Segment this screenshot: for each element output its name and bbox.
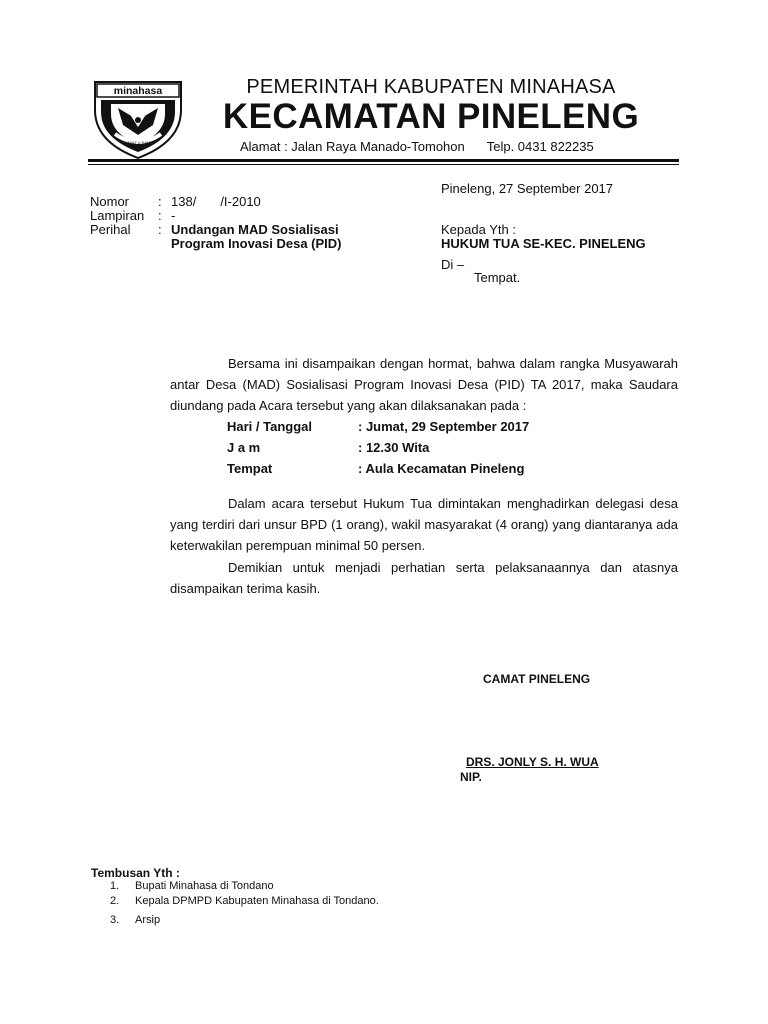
detail-label: J a m bbox=[227, 440, 261, 455]
letter-date: Pineleng, 27 September 2017 bbox=[441, 181, 614, 196]
list-item-text: Kepala DPMPD Kabupaten Minahasa di Tondano. bbox=[135, 895, 379, 907]
signatory-title: CAMAT PINELENG bbox=[483, 672, 591, 686]
office-heading: KECAMATAN PINELENG bbox=[222, 97, 640, 136]
logo-text: minahasa bbox=[113, 85, 163, 97]
lampiran-label: Lampiran bbox=[90, 208, 145, 223]
list-item-text: Bupati Minahasa di Tondano bbox=[135, 880, 274, 892]
government-heading: PEMERINTAH KABUPATEN MINAHASA bbox=[246, 76, 616, 98]
tempat-label: Tempat. bbox=[474, 270, 521, 285]
lampiran-value: - bbox=[171, 208, 176, 223]
signatory-name: DRS. JONLY S. H. WUA bbox=[466, 755, 599, 769]
detail-label: Hari / Tanggal bbox=[227, 419, 312, 434]
body-paragraph-1: Bersama ini disampaikan dengan hormat, bahwa dalam rangka Musyawarah antar Desa (MAD) Sosialisasi Program Inovasi Desa (PID) TA 2017, maka Saudara diundang pada Acara tersebut yang akan dilaksanakan pada : bbox=[170, 356, 678, 413]
nomor-value-a: 138/ bbox=[171, 194, 197, 209]
recipient-name bbox=[441, 237, 646, 251]
body-paragraph-3: Demikian untuk menjadi perhatian serta pelaksanaannya dan atasnya disampaikan terima kasih. bbox=[170, 560, 678, 596]
nomor-value-b: /I-2010 bbox=[220, 194, 261, 209]
perihal-label: Perihal bbox=[90, 222, 131, 237]
colon: : bbox=[158, 208, 162, 223]
detail-label: Tempat bbox=[227, 461, 273, 476]
colon: : bbox=[158, 194, 162, 209]
detail-row-place bbox=[227, 461, 525, 476]
address-text: Alamat : Jalan Raya Manado-Tomohon bbox=[240, 139, 465, 154]
di-label: Di – bbox=[441, 257, 465, 272]
detail-row-time bbox=[227, 440, 430, 455]
detail-value: : 12.30 Wita bbox=[358, 440, 430, 455]
signatory-nip: NIP. bbox=[460, 770, 482, 784]
detail-row-date bbox=[227, 419, 530, 434]
address-line bbox=[240, 139, 594, 154]
kepada-label: Kepada Yth : bbox=[441, 222, 516, 237]
regency-logo bbox=[93, 80, 183, 160]
tembusan-heading: Tembusan Yth : bbox=[91, 866, 180, 880]
letterhead-rule-thick bbox=[88, 159, 679, 162]
logo-motto: I YAYAT U SANTI bbox=[122, 140, 154, 145]
body-paragraph-2: Dalam acara tersebut Hukum Tua dimintakan menghadirkan delegasi desa yang terdiri dari unsur BPD (1 orang), wakil masyarakat (4 orang) yang diantaranya ada keterwakilan perempuan minimal 50 persen. bbox=[170, 496, 678, 553]
colon: : bbox=[158, 222, 162, 237]
perihal-line2: Program Inovasi Desa (PID) bbox=[171, 236, 342, 251]
list-item-number: 3. bbox=[110, 914, 120, 926]
perihal-line1: Undangan MAD Sosialisasi bbox=[171, 222, 339, 237]
recipient-name-text: HUKUM TUA SE-KEC. PINELENG bbox=[441, 236, 646, 251]
minahasa-emblem-icon bbox=[93, 80, 183, 160]
perihal-value-line1 bbox=[171, 223, 339, 237]
detail-value: : Jumat, 29 September 2017 bbox=[358, 419, 530, 434]
letterhead-rule-thin bbox=[88, 164, 679, 165]
nomor-value bbox=[171, 195, 261, 209]
list-item-number: 2. bbox=[110, 895, 120, 907]
phone-text: Telp. 0431 822235 bbox=[486, 139, 594, 154]
detail-value: : Aula Kecamatan Pineleng bbox=[358, 461, 525, 476]
recipient-block bbox=[441, 223, 646, 251]
list-item-number: 1. bbox=[110, 880, 120, 892]
perihal-value-line2 bbox=[171, 237, 342, 251]
nomor-label: Nomor bbox=[90, 194, 130, 209]
list-item-text: Arsip bbox=[135, 914, 161, 926]
